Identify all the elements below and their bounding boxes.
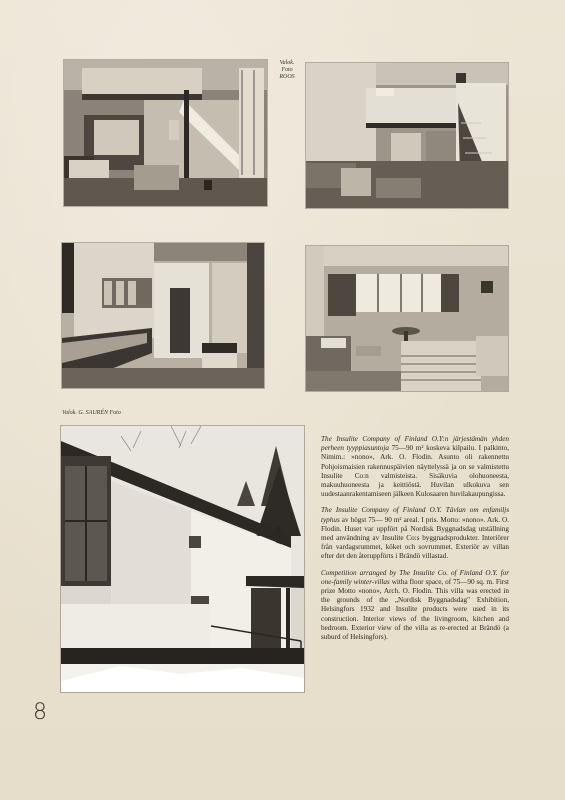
caption-english-body: witha floor space, of 75—90 sq. m. First prize Motto »nono», Arch. O. Flodin. This villa was erected in the grounds of the „Nordisk Byggnadsdag" Exhibition, Helsingfors 1932 and Insulite products were used in its construction. Interior views of the livingroom, kitchen and bedroom. Exterior view of the villa as re-erected at Brändö (a suburd of Helsingfors). (321, 577, 509, 642)
credit-line: Valok. (279, 60, 295, 66)
credit-line: ROOS (279, 74, 295, 80)
living-room-with-gallery-photo (64, 60, 267, 206)
kitchen-photo (62, 243, 264, 388)
page-number: 8 (33, 700, 47, 725)
caption-text (321, 435, 509, 649)
caption-finnish-body: 75—90 m² koskeva kilpailu. I palkinto, Nimim.: »nono», Ark. O. Flodin. Asunto oli rakennettu Pohjoismaisien rakennuspäivien näyttelyssä ja on se valmistettu Insulite Co:n valmisteista. Sisäkuvia olohuoneesta, makuuhuoneesta ja keittiöstä. Huvilan ulkokuva sen uudestaanrakentamiseen jälkeen Kulosaaren huvilakaupungissa. (321, 444, 509, 499)
living-room-stair-photo (306, 63, 508, 208)
villa-exterior-photo (61, 426, 304, 692)
caption-english-lead: Competition arranged by The Insulite Co. of Finland O.Y. for one-family winter-villas (321, 568, 509, 586)
caption-swedish-body: av högst 75— 90 m² areal. I pris. Motto: »nono». Ark. O. Flodin. Huset var uppfört på Nordisk Byggnadsdag utställning med användning av Insulite Co:s byggnadsprodukter. Interiörer från vardagsrummet, köket och sovrummet. Exteriör av villan efter det den återuppförts i Brändö villastad. (321, 515, 510, 561)
caption-english (321, 569, 509, 643)
caption-finnish (321, 435, 509, 499)
caption-swedish-lead: The Insulite Company of Finland O.Y. Tävlan om enfamiljs typhus (321, 506, 509, 524)
bedroom-photo (306, 246, 508, 391)
caption-swedish (321, 506, 509, 561)
photo-credit-roos (270, 60, 304, 81)
credit-line: Foto (281, 67, 293, 73)
photo-credit-sauren: Valok. G. SAURÉN Foto (62, 410, 121, 416)
caption-finnish-lead: The Insulite Company of Finland O.Y:n järjestämän yhden perheen tyyppiasuntoja (321, 435, 509, 453)
